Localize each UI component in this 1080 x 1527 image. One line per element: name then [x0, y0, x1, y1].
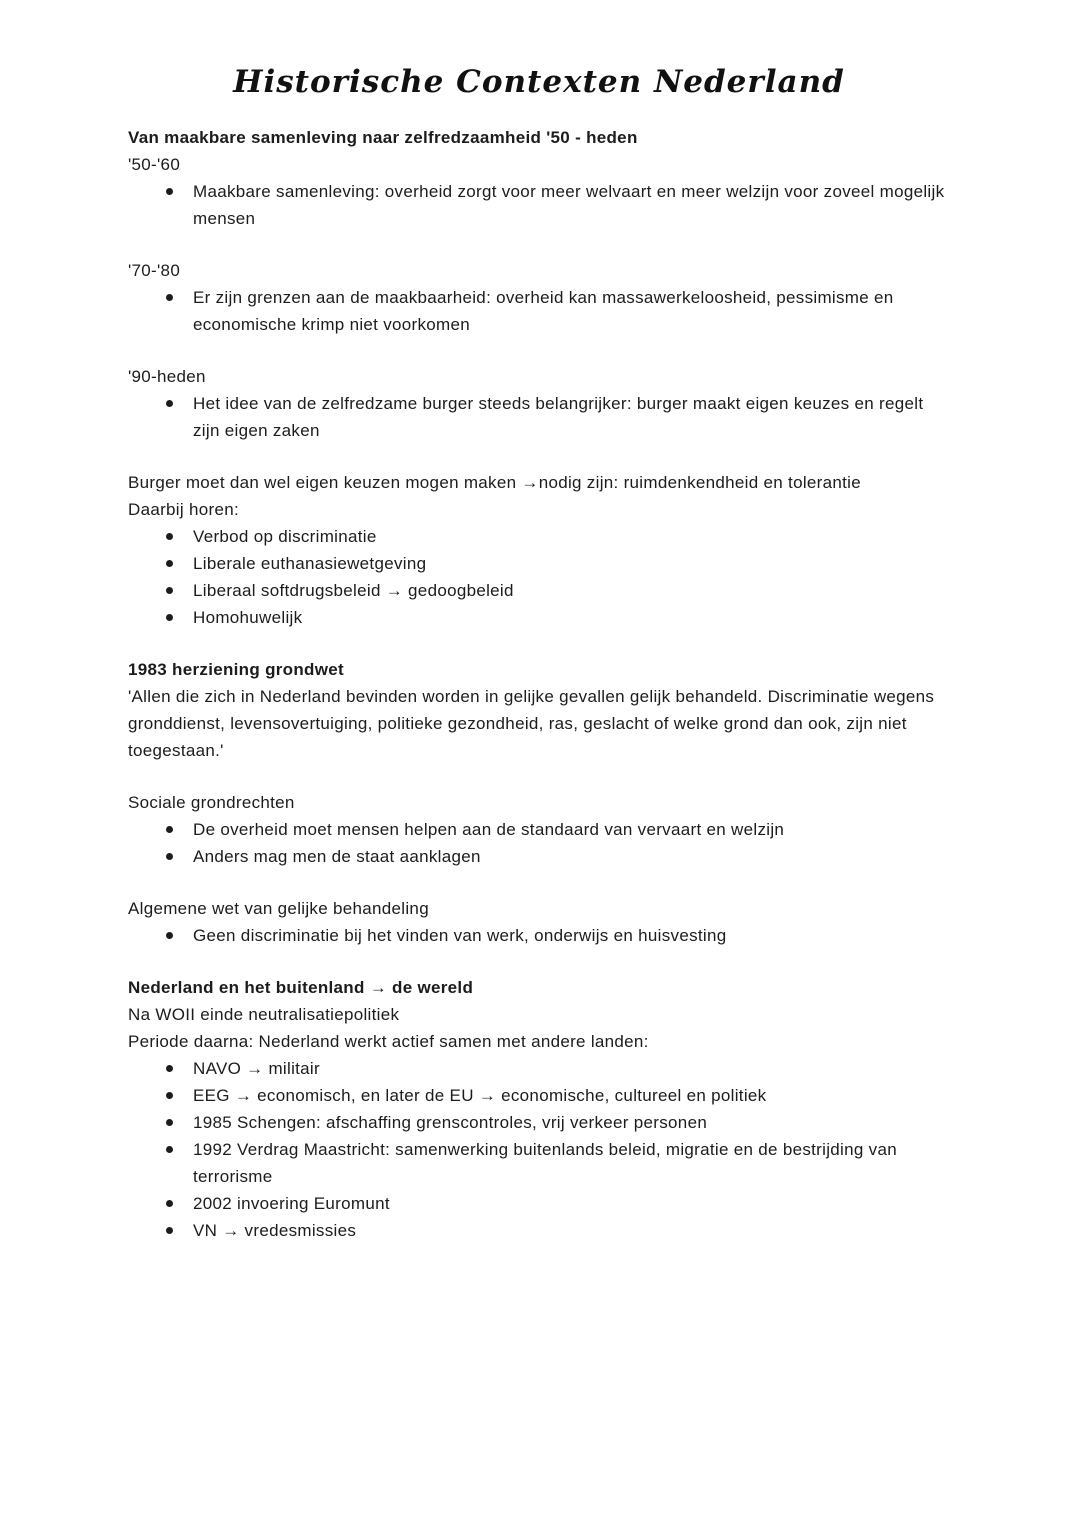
- bullet-item: De overheid moet mensen helpen aan de standaard van vervaart en welzijn: [128, 816, 950, 843]
- blank-line: [128, 232, 950, 257]
- bullet-item: 2002 invoering Euromunt: [128, 1190, 950, 1217]
- bullet-item: Geen discriminatie bij het vinden van werk, onderwijs en huisvesting: [128, 922, 950, 949]
- bullet-list: [128, 1055, 950, 1244]
- bullet-item: Liberale euthanasiewetgeving: [128, 550, 950, 577]
- bullet-list: [128, 178, 950, 232]
- bullet-item: EEG → economisch, en later de EU → economische, cultureel en politiek: [128, 1082, 950, 1109]
- bullet-item: 1985 Schengen: afschaffing grenscontroles, vrij verkeer personen: [128, 1109, 950, 1136]
- bullet-item: Maakbare samenleving: overheid zorgt voor meer welvaart en meer welzijn voor zoveel mogelijk mensen: [128, 178, 950, 232]
- paragraph: '90-heden: [128, 367, 206, 386]
- bullet-list: [128, 284, 950, 338]
- bullet-item: NAVO → militair: [128, 1055, 950, 1082]
- blank-line: [128, 338, 950, 363]
- paragraph: '50-'60: [128, 155, 181, 174]
- bullet-item: Verbod op discriminatie: [128, 523, 950, 550]
- bullet-item: 1992 Verdrag Maastricht: samenwerking buitenlands beleid, migratie en de bestrijding van terrorisme: [128, 1136, 950, 1190]
- blank-line: [128, 870, 950, 895]
- bullet-item: Homohuwelijk: [128, 604, 950, 631]
- document-content: [128, 124, 950, 1244]
- bullet-item: Er zijn grenzen aan de maakbaarheid: overheid kan massawerkeloosheid, pessimisme en economische krimp niet voorkomen: [128, 284, 950, 338]
- blank-line: [128, 764, 950, 789]
- page-title: Historische Contexten Nederland: [233, 64, 845, 100]
- section-heading: Van maakbare samenleving naar zelfredzaamheid '50 - heden: [128, 128, 638, 147]
- bullet-item: Anders mag men de staat aanklagen: [128, 843, 950, 870]
- paragraph: Burger moet dan wel eigen keuzen mogen maken →nodig zijn: ruimdenkendheid en tolerantie: [128, 473, 861, 492]
- paragraph: Na WOII einde neutralisatiepolitiek: [128, 1005, 400, 1024]
- section-heading: Nederland en het buitenland → de wereld: [128, 978, 474, 997]
- paragraph: Sociale grondrechten: [128, 793, 295, 812]
- paragraph: Daarbij horen:: [128, 500, 239, 519]
- bullet-item: Liberaal softdrugsbeleid → gedoogbeleid: [128, 577, 950, 604]
- blank-line: [128, 444, 950, 469]
- bullet-item: VN → vredesmissies: [128, 1217, 950, 1244]
- bullet-list: [128, 390, 950, 444]
- blank-line: [128, 631, 950, 656]
- blank-line: [128, 949, 950, 974]
- bullet-list: [128, 816, 950, 870]
- paragraph: Periode daarna: Nederland werkt actief samen met andere landen:: [128, 1032, 649, 1051]
- section-heading: 1983 herziening grondwet: [128, 660, 344, 679]
- paragraph: '70-'80: [128, 261, 181, 280]
- bullet-item: Het idee van de zelfredzame burger steeds belangrijker: burger maakt eigen keuzes en regelt zijn eigen zaken: [128, 390, 950, 444]
- paragraph: Algemene wet van gelijke behandeling: [128, 899, 429, 918]
- bullet-list: [128, 922, 950, 949]
- bullet-list: [128, 523, 950, 631]
- paragraph: 'Allen die zich in Nederland bevinden worden in gelijke gevallen gelijk behandeld. Discriminatie wegens gronddienst, levensovertuiging, politieke gezondheid, ras, geslacht of welke grond dan ook, zijn niet toegestaan.': [128, 687, 935, 760]
